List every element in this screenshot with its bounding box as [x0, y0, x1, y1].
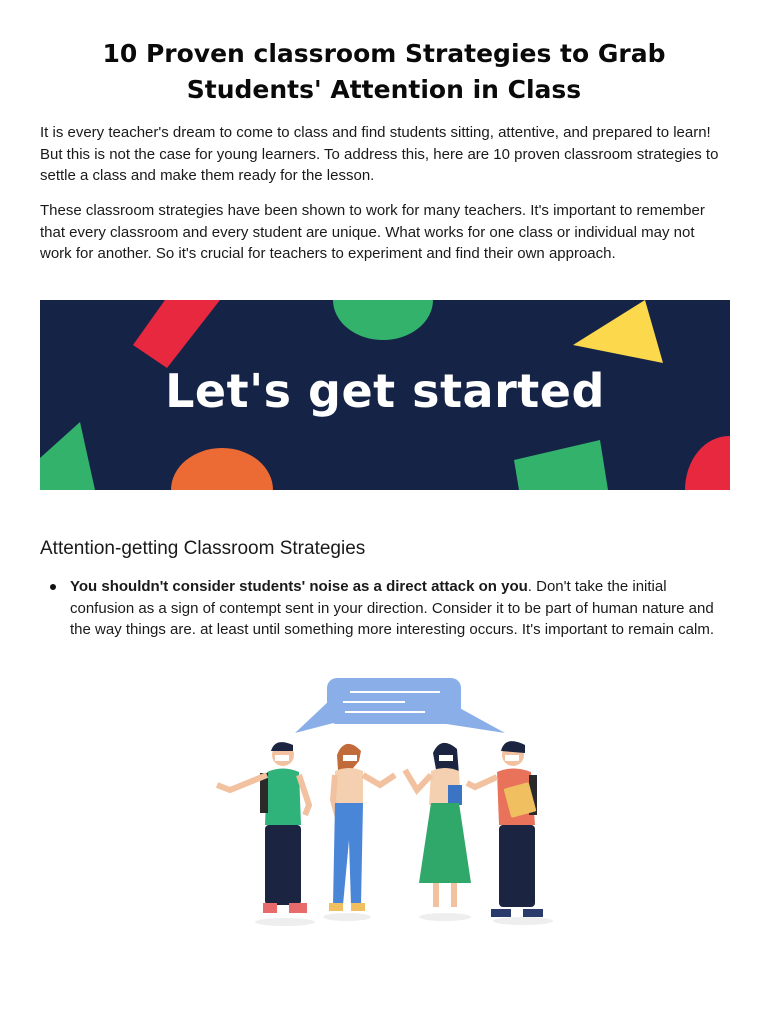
bullet-bold-text: You shouldn't consider students' noise as a direct attack on you — [70, 578, 528, 595]
student-blue-pants-icon — [329, 744, 395, 911]
red-shape — [133, 300, 220, 368]
students-talking-illustration — [205, 675, 565, 940]
bullet-icon — [50, 584, 56, 590]
illustration-svg — [205, 675, 565, 935]
page-title: 10 Proven classroom Strategies to Grab Students' Attention in Class — [102, 39, 666, 104]
strategy-list — [40, 576, 720, 641]
green-rectangle — [514, 440, 608, 490]
orange-half-circle — [171, 448, 273, 490]
student-green-shirt-icon — [217, 742, 309, 913]
section-heading: Attention-getting Classroom Strategies — [40, 538, 366, 559]
banner-text: Let's get started — [165, 364, 605, 418]
intro-paragraph-1: It is every teacher's dream to come to class and find students sitting, attentive, and prepared to learn! But this is not the case for young learners. To address this, here are 10 proven classroom strategies to settle a class and make them ready for the lesson. — [40, 124, 719, 184]
lets-get-started-banner — [40, 300, 730, 490]
green-triangle — [40, 422, 95, 490]
yellow-triangle — [573, 300, 663, 363]
green-half-circle — [333, 300, 433, 340]
red-half-circle — [685, 436, 730, 490]
intro-paragraph-2: These classroom strategies have been shown to work for many teachers. It's important to remember that every classroom and every student are unique. What works for one class or individual may not work for another. So it's crucial for teachers to experiment and find their own approach. — [40, 202, 705, 262]
student-green-skirt-icon — [405, 743, 471, 913]
list-item — [40, 576, 720, 641]
speech-bubble-icon — [295, 678, 505, 733]
student-orange-shirt-icon — [467, 741, 543, 917]
bullet-text: . Don't take the initial confusion as a sign of contempt sent in your direction. Consider it to be part of human nature and the way things are. at least until something more interesting occurs. It's important to remain calm. — [70, 578, 714, 638]
